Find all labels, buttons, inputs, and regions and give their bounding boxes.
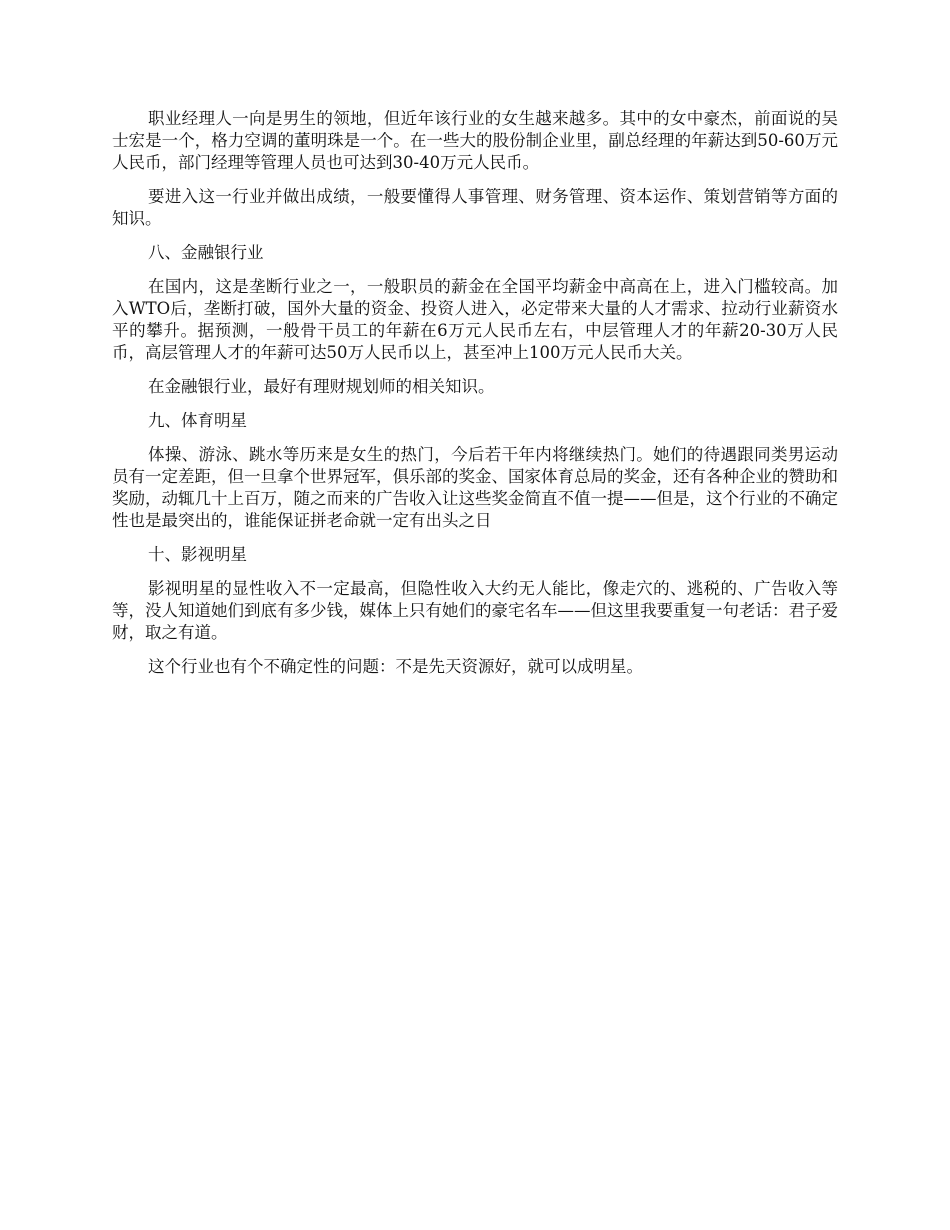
- section-heading-finance: 八、金融银行业: [148, 243, 264, 262]
- document-body: [112, 108, 838, 690]
- section-heading-film: 十、影视明星: [148, 545, 247, 564]
- paragraph-film: 影视明星的显性收入不一定最高，但隐性收入大约无人能比，像走穴的、逃税的、广告收入等等，没人知道她们到底有多少钱，媒体上只有她们的豪宅名车——但这里我要重复一句老话：君子爱财，取之有道。: [112, 579, 838, 642]
- paragraph-career-manager: 职业经理人一向是男生的领地，但近年该行业的女生越来越多。其中的女中豪杰，前面说的吴士宏是一个，格力空调的董明珠是一个。在一些大的股份制企业里，副总经理的年薪达到50-60万元人民币，部门经理等管理人员也可达到30-40万元人民币。: [112, 109, 838, 172]
- paragraph-finance-knowledge: 在金融银行业，最好有理财规划师的相关知识。: [148, 377, 495, 396]
- section-heading-sports: 九、体育明星: [148, 411, 247, 430]
- paragraph-sports: 体操、游泳、跳水等历来是女生的热门，今后若干年内将继续热门。她们的待遇跟同类男运动员有一定差距，但一旦拿个世界冠军，俱乐部的奖金、国家体育总局的奖金，还有各种企业的赞助和奖励，动辄几十上百万，随之而来的广告收入让这些奖金简直不值一提——但是，这个行业的不确定性也是最突出的，谁能保证拼老命就一定有出头之日: [112, 445, 838, 530]
- paragraph-career-manager-skills: 要进入这一行业并做出成绩，一般要懂得人事管理、财务管理、资本运作、策划营销等方面的知识。: [112, 187, 838, 228]
- paragraph-film-uncertainty: 这个行业也有个不确定性的问题：不是先天资源好，就可以成明星。: [148, 657, 643, 676]
- paragraph-finance: 在国内，这是垄断行业之一，一般职员的薪金在全国平均薪金中高高在上，进入门槛较高。加入WTO后，垄断打破，国外大量的资金、投资人进入，必定带来大量的人才需求、拉动行业薪资水平的攀升。据预测，一般骨干员工的年薪在6万元人民币左右，中层管理人才的年薪20-30万人民币，高层管理人才的年薪可达50万人民币以上，甚至冲上100万元人民币大关。: [112, 277, 838, 362]
